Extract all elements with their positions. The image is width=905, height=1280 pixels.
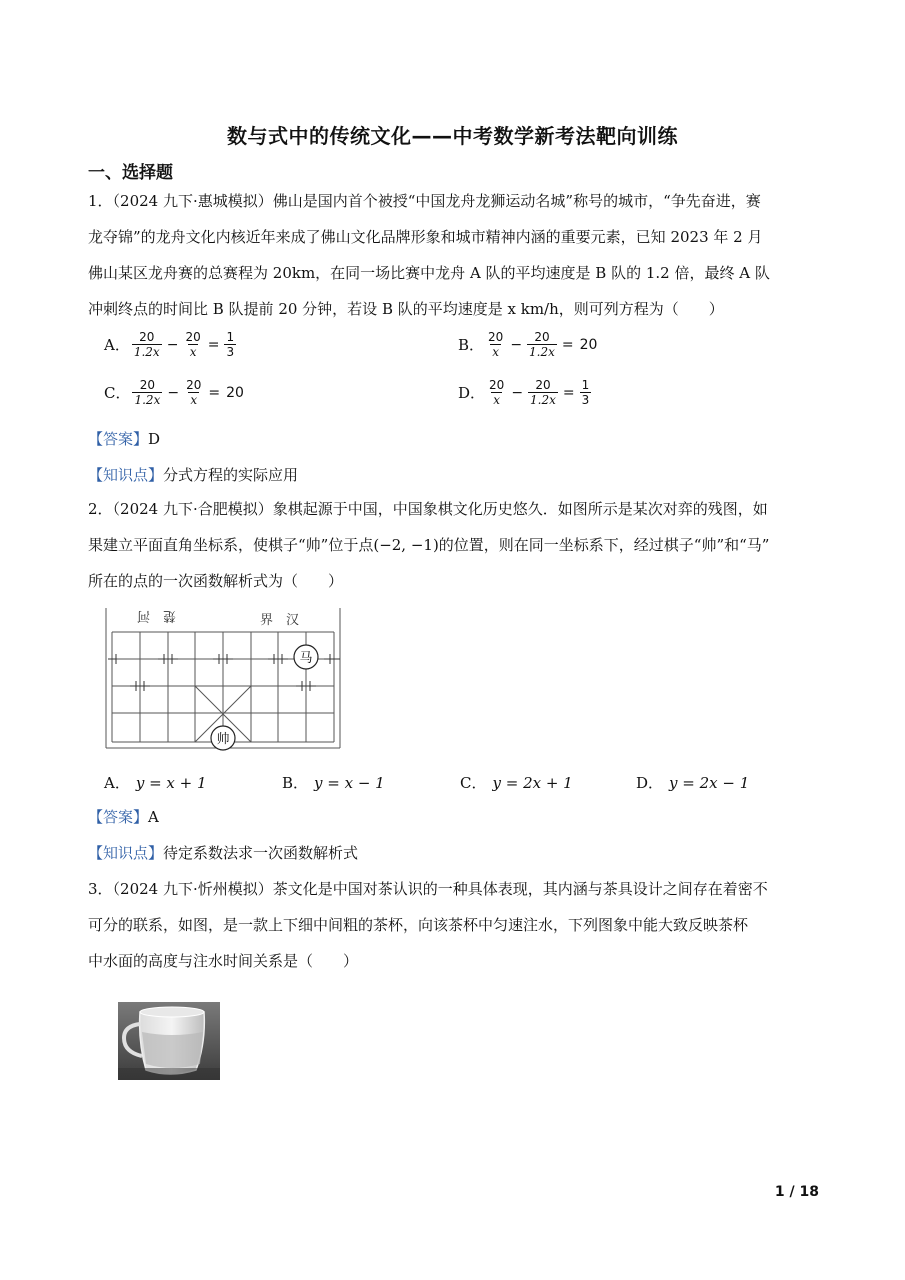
q1-line-2: 龙夺锦”的龙舟文化内核近年来成了佛山文化品牌形象和城市精神内涵的重要元素，已知 2023 年 2 月	[88, 228, 763, 246]
answer-tag: 【答案】	[88, 808, 149, 826]
board-river-left-text: 楚 河	[136, 608, 176, 623]
fraction: $\frac{20}{x}$	[488, 330, 504, 359]
knowledge-value: 分式方程的实际应用	[163, 466, 299, 484]
option-label: D．	[636, 774, 664, 792]
q2-option-d[interactable]	[636, 772, 749, 793]
option-label: B．	[458, 336, 485, 354]
q2-answer	[88, 806, 159, 827]
knowledge-tag: 【知识点】	[88, 466, 164, 484]
fraction: $\frac{20}{x}$	[185, 330, 201, 359]
knowledge-value: 待定系数法求一次函数解析式	[163, 844, 359, 862]
q1-answer	[88, 428, 160, 449]
option-expression: y = 2x − 1	[669, 773, 750, 792]
q1-option-c[interactable]: C． $\frac{20}{1.2x}$ − $\frac{20}{x}$ = 20	[104, 378, 244, 407]
board-river-right-text: 界 汉	[260, 613, 300, 628]
marshal-piece-label: 帅	[216, 732, 230, 747]
q1-option-d[interactable]: D． $\frac{20}{x}$ − $\frac{20}{1.2x}$ = $\frac{1}{3}$	[458, 378, 590, 407]
fraction: $\frac{20}{1.2x}$	[133, 330, 160, 359]
fraction: $\frac{20}{x}$	[489, 378, 505, 407]
q2-line-2: 果建立平面直角坐标系，使棋子“帅”位于点(−2, −1)的位置，则在同一坐标系下，经过棋子“帅”和“马”	[88, 536, 770, 554]
option-expression: y = x + 1	[135, 773, 207, 792]
q2-knowledge-point	[88, 842, 358, 863]
chess-board-figure	[100, 602, 346, 752]
fraction: $\frac{20}{1.2x}$	[134, 378, 161, 407]
section-heading: 一、选择题	[88, 163, 173, 183]
q3-line-3: 中水面的高度与注水时间关系是（ ）	[88, 952, 359, 970]
teacup-photo	[118, 1002, 220, 1080]
answer-tag: 【答案】	[88, 430, 149, 448]
answer-value: D	[148, 430, 161, 448]
q2-option-c[interactable]	[460, 772, 573, 793]
knowledge-tag: 【知识点】	[88, 844, 164, 862]
q3-line-2: 可分的联系，如图，是一款上下细中间粗的茶杯，向该茶杯中匀速注水，下列图象中能大致反映茶杯	[88, 916, 749, 934]
q1-option-b[interactable]: B． $\frac{20}{x}$ − $\frac{20}{1.2x}$ = 20	[458, 330, 598, 359]
fraction: $\frac{1}{3}$	[581, 378, 590, 407]
option-label: C．	[460, 774, 487, 792]
q1-line-1: 1．（2024 九下·惠城模拟）佛山是国内首个被授“中国龙舟龙狮运动名城”称号的城市，“争先奋进，赛	[88, 192, 761, 210]
horse-piece-label: 马	[299, 651, 313, 666]
answer-value: A	[148, 808, 159, 826]
q2-option-b[interactable]	[282, 772, 385, 793]
q2-line-3: 所在的点的一次函数解析式为（ ）	[88, 572, 344, 590]
fraction: $\frac{1}{3}$	[226, 330, 235, 359]
q2-line-1: 2．（2024 九下·合肥模拟）象棋起源于中国，中国象棋文化历史悠久．如图所示是某次对弈的残图，如	[88, 500, 768, 518]
fraction: $\frac{20}{x}$	[186, 378, 202, 407]
fraction: $\frac{20}{1.2x}$	[529, 330, 555, 359]
page-number: 1 / 18	[774, 1184, 819, 1200]
q1-option-a[interactable]: A． $\frac{20}{1.2x}$ − $\frac{20}{x}$ = $\frac{1}{3}$	[104, 330, 235, 359]
q1-knowledge-point	[88, 464, 298, 485]
option-label: A．	[104, 336, 130, 354]
option-label: C．	[104, 384, 131, 402]
fraction: $\frac{20}{1.2x}$	[530, 378, 556, 407]
q3-line-1: 3．（2024 九下·忻州模拟）茶文化是中国对茶认识的一种具体表现，其内涵与茶具设计之间存在着密不	[88, 880, 768, 898]
option-expression: y = x − 1	[314, 773, 385, 792]
page-title: 数与式中的传统文化——中考数学新考法靶向训练	[227, 124, 678, 148]
option-label: B．	[282, 774, 309, 792]
option-label: A．	[104, 774, 130, 792]
q1-line-3: 佛山某区龙舟赛的总赛程为 20km，在同一场比赛中龙舟 A 队的平均速度是 B 队的 1.2 倍，最终 A 队	[88, 264, 770, 282]
option-label: D．	[458, 384, 486, 402]
q2-option-a[interactable]	[104, 772, 207, 793]
q1-line-4: 冲刺终点的时间比 B 队提前 20 分钟，若设 B 队的平均速度是 x km/h，则可列方程为（ ）	[88, 300, 724, 318]
option-expression: y = 2x + 1	[492, 773, 573, 792]
